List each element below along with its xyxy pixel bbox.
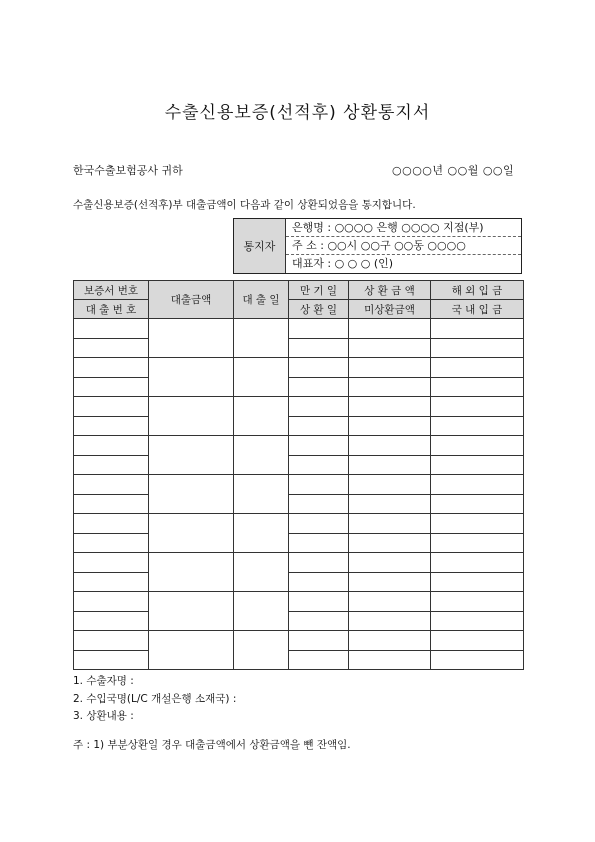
table-row xyxy=(74,456,524,475)
cell-loan-amount[interactable] xyxy=(149,514,234,553)
cell-overseas-deposit[interactable] xyxy=(431,397,524,417)
cell-loan-no[interactable] xyxy=(74,495,149,514)
document-date: ○○○○년 ○○월 ○○일 xyxy=(392,164,515,177)
cell-maturity-date[interactable] xyxy=(289,592,349,612)
cell-repayment-amount[interactable] xyxy=(349,436,431,456)
cell-loan-date[interactable] xyxy=(234,436,289,475)
cell-repayment-amount[interactable] xyxy=(349,319,431,339)
items-list xyxy=(73,673,236,726)
table-row xyxy=(74,475,524,495)
cell-loan-date[interactable] xyxy=(234,514,289,553)
cell-guarantee-no[interactable] xyxy=(74,631,149,651)
table-row xyxy=(74,436,524,456)
cell-outstanding-amount[interactable] xyxy=(349,339,431,358)
cell-loan-amount[interactable] xyxy=(149,631,234,670)
cell-loan-amount[interactable] xyxy=(149,436,234,475)
cell-loan-no[interactable] xyxy=(74,612,149,631)
table-row xyxy=(74,339,524,358)
notifier-representative: 대표자 : ○ ○ ○ (인) xyxy=(292,257,394,270)
cell-guarantee-no[interactable] xyxy=(74,436,149,456)
item-repayment-details: 3. 상환내용 : xyxy=(73,710,134,722)
cell-guarantee-no[interactable] xyxy=(74,553,149,573)
header-loan-no: 대 출 번 호 xyxy=(74,300,149,319)
notifier-address: 주 소 : ○○시 ○○구 ○○동 ○○○○ xyxy=(286,237,521,255)
cell-repayment-amount[interactable] xyxy=(349,397,431,417)
cell-overseas-deposit[interactable] xyxy=(431,319,524,339)
cell-outstanding-amount[interactable] xyxy=(349,573,431,592)
cell-maturity-date[interactable] xyxy=(289,319,349,339)
header-repayment-amount: 상 환 금 액 xyxy=(349,281,431,300)
cell-outstanding-amount[interactable] xyxy=(349,651,431,670)
cell-maturity-date[interactable] xyxy=(289,514,349,534)
cell-domestic-deposit[interactable] xyxy=(431,339,524,358)
cell-repayment-date[interactable] xyxy=(289,339,349,358)
intro-text: 수출신용보증(선적후)부 대출금액이 다음과 같이 상환되었음을 통지합니다. xyxy=(73,199,416,211)
cell-overseas-deposit[interactable] xyxy=(431,592,524,612)
header-guarantee-no: 보증서 번호 xyxy=(74,281,149,300)
header-repayment-date: 상 환 일 xyxy=(289,300,349,319)
header-loan-date: 대 출 일 xyxy=(234,281,289,319)
cell-repayment-date[interactable] xyxy=(289,573,349,592)
cell-repayment-date[interactable] xyxy=(289,417,349,436)
table-row xyxy=(74,417,524,436)
header-overseas-deposit: 해 외 입 금 xyxy=(431,281,524,300)
cell-loan-no[interactable] xyxy=(74,417,149,436)
table-row xyxy=(74,358,524,378)
cell-guarantee-no[interactable] xyxy=(74,592,149,612)
cell-maturity-date[interactable] xyxy=(289,397,349,417)
cell-overseas-deposit[interactable] xyxy=(431,631,524,651)
table-row xyxy=(74,612,524,631)
cell-loan-date[interactable] xyxy=(234,631,289,670)
header-maturity-date: 만 기 일 xyxy=(289,281,349,300)
cell-repayment-amount[interactable] xyxy=(349,358,431,378)
cell-repayment-date[interactable] xyxy=(289,495,349,514)
cell-outstanding-amount[interactable] xyxy=(349,495,431,514)
cell-overseas-deposit[interactable] xyxy=(431,358,524,378)
cell-guarantee-no[interactable] xyxy=(74,358,149,378)
table-row xyxy=(74,495,524,514)
table-row xyxy=(74,553,524,573)
cell-guarantee-no[interactable] xyxy=(74,397,149,417)
cell-loan-no[interactable] xyxy=(74,651,149,670)
cell-repayment-date[interactable] xyxy=(289,651,349,670)
item-importing-country: 2. 수입국명(L/C 개설은행 소재국) : xyxy=(73,692,237,705)
table-row xyxy=(74,378,524,397)
cell-repayment-amount[interactable] xyxy=(349,553,431,573)
cell-loan-amount[interactable] xyxy=(149,319,234,358)
cell-maturity-date[interactable] xyxy=(289,358,349,378)
cell-outstanding-amount[interactable] xyxy=(349,534,431,553)
cell-domestic-deposit[interactable] xyxy=(431,378,524,397)
table-row xyxy=(74,514,524,534)
cell-domestic-deposit[interactable] xyxy=(431,573,524,592)
cell-overseas-deposit[interactable] xyxy=(431,553,524,573)
table-header-row xyxy=(74,281,524,300)
table-row xyxy=(74,319,524,339)
header-domestic-deposit: 국 내 입 금 xyxy=(431,300,524,319)
cell-outstanding-amount[interactable] xyxy=(349,378,431,397)
cell-repayment-amount[interactable] xyxy=(349,592,431,612)
cell-maturity-date[interactable] xyxy=(289,436,349,456)
cell-loan-date[interactable] xyxy=(234,319,289,358)
cell-loan-amount[interactable] xyxy=(149,553,234,592)
cell-loan-amount[interactable] xyxy=(149,475,234,514)
cell-repayment-date[interactable] xyxy=(289,456,349,475)
cell-domestic-deposit[interactable] xyxy=(431,534,524,553)
table-header-row xyxy=(74,300,524,319)
cell-loan-date[interactable] xyxy=(234,592,289,631)
cell-guarantee-no[interactable] xyxy=(74,319,149,339)
cell-domestic-deposit[interactable] xyxy=(431,456,524,475)
table-row xyxy=(74,534,524,553)
table-row xyxy=(74,592,524,612)
cell-domestic-deposit[interactable] xyxy=(431,495,524,514)
cell-loan-no[interactable] xyxy=(74,534,149,553)
cell-overseas-deposit[interactable] xyxy=(431,475,524,495)
cell-loan-date[interactable] xyxy=(234,358,289,397)
table-row xyxy=(74,573,524,592)
cell-domestic-deposit[interactable] xyxy=(431,651,524,670)
cell-outstanding-amount[interactable] xyxy=(349,612,431,631)
cell-outstanding-amount[interactable] xyxy=(349,456,431,475)
cell-maturity-date[interactable] xyxy=(289,475,349,495)
cell-loan-amount[interactable] xyxy=(149,397,234,436)
cell-maturity-date[interactable] xyxy=(289,631,349,651)
cell-repayment-date[interactable] xyxy=(289,378,349,397)
cell-overseas-deposit[interactable] xyxy=(431,436,524,456)
cell-loan-no[interactable] xyxy=(74,573,149,592)
header-outstanding-amount: 미상환금액 xyxy=(349,300,431,319)
document-title: 수출신용보증(선적후) 상환통지서 xyxy=(164,103,431,123)
cell-domestic-deposit[interactable] xyxy=(431,612,524,631)
cell-loan-no[interactable] xyxy=(74,456,149,475)
item-exporter-name: 1. 수출자명 : xyxy=(73,675,134,687)
table-row xyxy=(74,631,524,651)
cell-overseas-deposit[interactable] xyxy=(431,514,524,534)
cell-loan-date[interactable] xyxy=(234,553,289,592)
cell-loan-date[interactable] xyxy=(234,397,289,436)
notifier-label: 통지자 xyxy=(234,219,286,273)
cell-repayment-date[interactable] xyxy=(289,534,349,553)
cell-loan-amount[interactable] xyxy=(149,358,234,397)
addressee: 한국수출보험공사 귀하 xyxy=(73,164,183,177)
cell-repayment-amount[interactable] xyxy=(349,514,431,534)
notifier-box xyxy=(233,218,522,274)
notifier-bank: 은행명 : ○○○○ 은행 ○○○○ 지점(부) xyxy=(286,219,521,237)
cell-outstanding-amount[interactable] xyxy=(349,417,431,436)
cell-repayment-amount[interactable] xyxy=(349,631,431,651)
cell-loan-no[interactable] xyxy=(74,378,149,397)
cell-repayment-date[interactable] xyxy=(289,612,349,631)
cell-loan-no[interactable] xyxy=(74,339,149,358)
cell-maturity-date[interactable] xyxy=(289,553,349,573)
repayment-table xyxy=(73,280,524,670)
cell-guarantee-no[interactable] xyxy=(74,514,149,534)
header-loan-amount: 대출금액 xyxy=(149,281,234,319)
cell-domestic-deposit[interactable] xyxy=(431,417,524,436)
table-row xyxy=(74,651,524,670)
footnote: 주 : 1) 부분상환일 경우 대출금액에서 상환금액을 뺀 잔액임. xyxy=(73,739,351,751)
cell-loan-date[interactable] xyxy=(234,475,289,514)
table-row xyxy=(74,397,524,417)
cell-repayment-amount[interactable] xyxy=(349,475,431,495)
cell-loan-amount[interactable] xyxy=(149,592,234,631)
cell-guarantee-no[interactable] xyxy=(74,475,149,495)
table-body xyxy=(74,319,524,670)
